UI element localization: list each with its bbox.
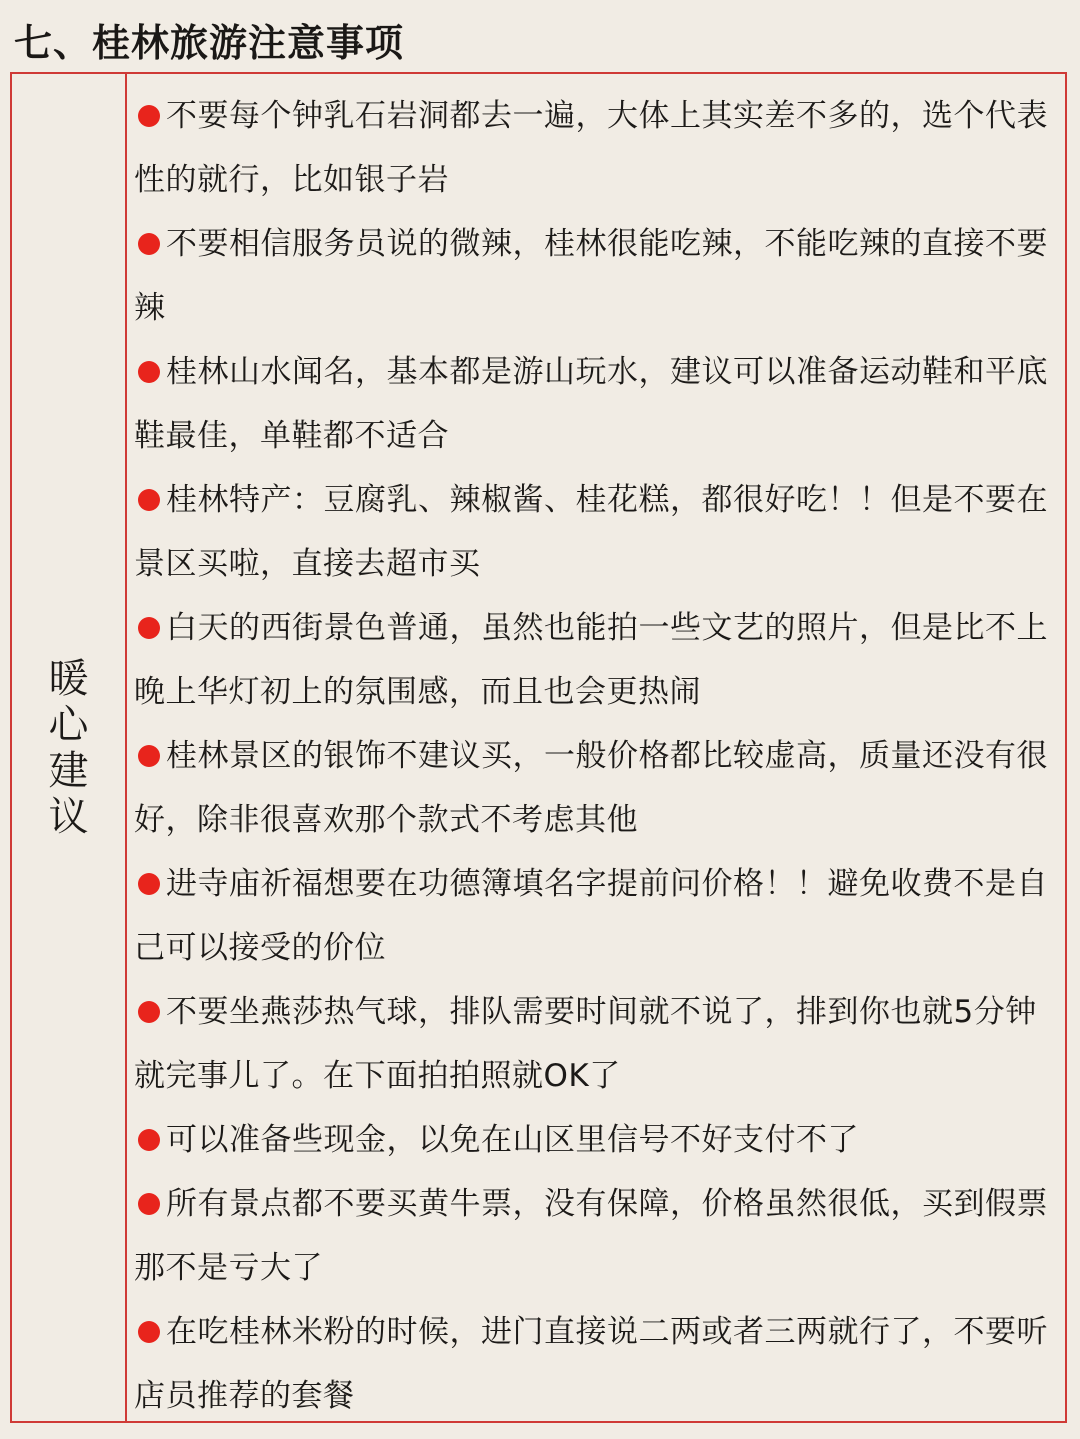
tip-item xyxy=(134,596,1059,724)
tip-text: 不要每个钟乳石岩洞都去一遍，大体上其实差不多的，选个代表性的就行，比如银子岩 xyxy=(134,98,1048,198)
tip-text: 不要坐燕莎热气球，排队需要时间就不说了，排到你也就5分钟就完事儿了。在下面拍拍照就OK了 xyxy=(134,994,1037,1094)
tips-list xyxy=(127,74,1065,1421)
red-dot-icon xyxy=(138,233,160,255)
tip-item xyxy=(134,468,1059,596)
tip-item xyxy=(134,1172,1059,1300)
tip-text: 白天的西街景色普通，虽然也能拍一些文艺的照片，但是比不上晚上华灯初上的氛围感，而且也会更热闹 xyxy=(134,610,1048,710)
tip-item xyxy=(134,212,1059,340)
tip-text: 在吃桂林米粉的时候，进门直接说二两或者三两就行了，不要听店员推荐的套餐 xyxy=(134,1314,1048,1414)
red-dot-icon xyxy=(138,105,160,127)
red-dot-icon xyxy=(138,361,160,383)
tip-item xyxy=(134,980,1059,1108)
tip-text: 进寺庙祈福想要在功德簿填名字提前问价格！！避免收费不是自己可以接受的价位 xyxy=(134,866,1048,966)
tip-item xyxy=(134,1300,1059,1428)
tip-item xyxy=(134,84,1059,212)
tip-text: 不要相信服务员说的微辣，桂林很能吃辣，不能吃辣的直接不要辣 xyxy=(134,226,1048,326)
red-dot-icon xyxy=(138,1001,160,1023)
tip-text: 桂林山水闻名，基本都是游山玩水，建议可以准备运动鞋和平底鞋最佳，单鞋都不适合 xyxy=(134,354,1048,454)
tip-item xyxy=(134,340,1059,468)
tip-item xyxy=(134,724,1059,852)
tip-text: 所有景点都不要买黄牛票，没有保障，价格虽然很低，买到假票那不是亏大了 xyxy=(134,1186,1048,1286)
page-title: 七、桂林旅游注意事项 xyxy=(14,21,405,65)
red-dot-icon xyxy=(138,1321,160,1343)
red-dot-icon xyxy=(138,1129,160,1151)
red-dot-icon xyxy=(138,617,160,639)
tip-item xyxy=(134,1108,1059,1172)
tip-text: 可以准备些现金，以免在山区里信号不好支付不了 xyxy=(166,1122,859,1158)
tip-text: 桂林特产：豆腐乳、辣椒酱、桂花糕，都很好吃！！但是不要在景区买啦，直接去超市买 xyxy=(134,482,1048,582)
red-dot-icon xyxy=(138,1193,160,1215)
red-dot-icon xyxy=(138,873,160,895)
side-label: 暖心建议 xyxy=(48,655,89,840)
tip-text: 桂林景区的银饰不建议买，一般价格都比较虚高，质量还没有很好，除非很喜欢那个款式不考虑其他 xyxy=(134,738,1048,838)
red-dot-icon xyxy=(138,745,160,767)
red-dot-icon xyxy=(138,489,160,511)
side-label-cell xyxy=(12,74,127,1421)
tip-item xyxy=(134,852,1059,980)
tips-table xyxy=(10,72,1067,1423)
